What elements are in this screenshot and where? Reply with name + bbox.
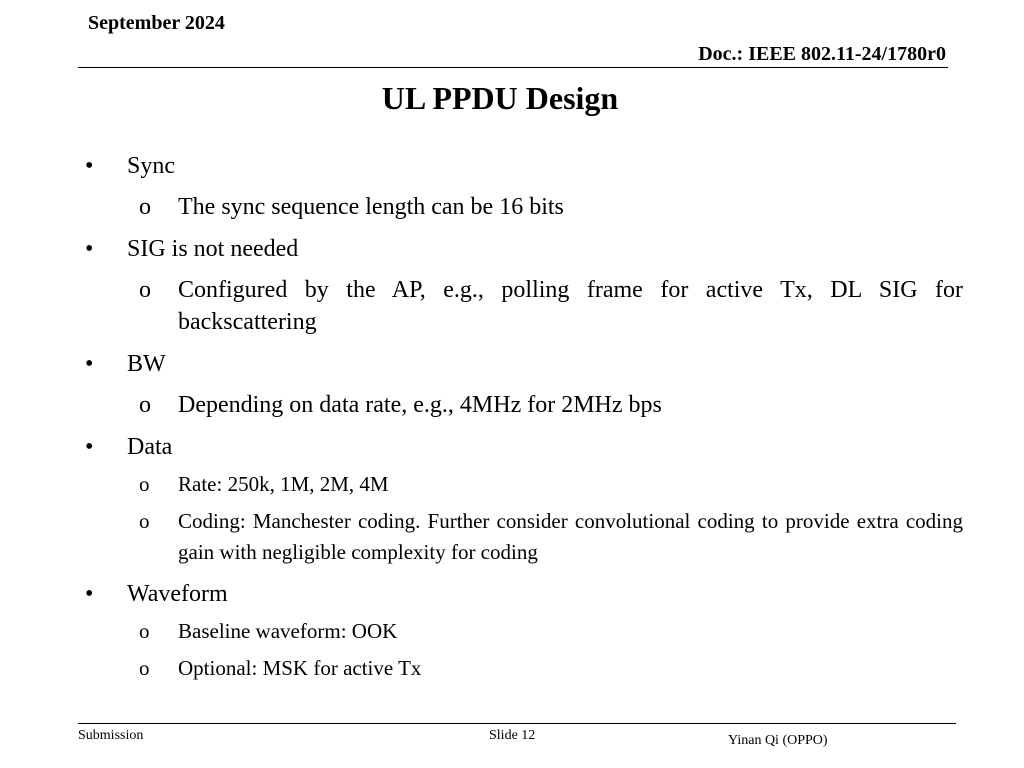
sub-bullet-marker: o xyxy=(139,619,150,643)
bullet-waveform xyxy=(85,578,963,610)
sub-bullet xyxy=(85,274,963,338)
sub-bullet xyxy=(85,191,963,223)
sub-bullet xyxy=(85,653,963,684)
sub-bullet-text: Rate: 250k, 1M, 2M, 4M xyxy=(178,472,389,496)
sub-bullet xyxy=(85,506,963,568)
slide-body xyxy=(85,150,963,684)
footer-slide-number: Slide 12 xyxy=(489,728,536,743)
sub-bullet-text: Baseline waveform: OOK xyxy=(178,619,398,643)
sub-bullet-marker: o xyxy=(139,277,151,303)
slide-title: UL PPDU Design xyxy=(381,80,619,116)
sub-bullet-marker: o xyxy=(139,656,150,680)
bullet-label: SIG is not needed xyxy=(127,236,299,262)
sub-bullet-text: Depending on data rate, e.g., 4MHz for 2MHz bps xyxy=(178,392,662,418)
header-date: September 2024 xyxy=(88,12,225,34)
sub-bullet-text: Configured by the AP, e.g., polling frame for active Tx, DL SIG for backscattering xyxy=(178,277,963,335)
sub-bullet-text: The sync sequence length can be 16 bits xyxy=(178,194,564,220)
sub-bullet xyxy=(85,616,963,647)
sub-bullet-text: Coding: Manchester coding. Further consider convolutional coding to provide extra coding gain with negligible complexity for coding xyxy=(178,509,963,564)
bullet-label: Waveform xyxy=(127,581,228,607)
sub-bullet xyxy=(85,469,963,500)
sub-bullet-marker: o xyxy=(139,194,151,220)
header-doc-id: Doc.: IEEE 802.11-24/1780r0 xyxy=(698,43,946,65)
bullet-dot: • xyxy=(85,153,94,179)
bullet-dot: • xyxy=(85,236,94,262)
sub-bullet-marker: o xyxy=(139,392,151,418)
footer-author: Yinan Qi (OPPO) xyxy=(728,733,828,748)
bullet-label: Data xyxy=(127,434,173,460)
bullet-sig xyxy=(85,233,963,265)
bullet-dot: • xyxy=(85,581,94,607)
header-divider xyxy=(78,67,948,68)
bullet-label: BW xyxy=(127,351,166,377)
sub-bullet xyxy=(85,389,963,421)
bullet-label: Sync xyxy=(127,153,175,179)
bullet-bw xyxy=(85,348,963,380)
bullet-dot: • xyxy=(85,351,94,377)
bullet-data xyxy=(85,431,963,463)
bullet-sync xyxy=(85,150,963,182)
footer-submission: Submission xyxy=(78,728,144,743)
sub-bullet-marker: o xyxy=(139,472,150,496)
footer-divider xyxy=(78,723,956,724)
sub-bullet-text: Optional: MSK for active Tx xyxy=(178,656,422,680)
bullet-dot: • xyxy=(85,434,94,460)
sub-bullet-marker: o xyxy=(139,509,150,533)
